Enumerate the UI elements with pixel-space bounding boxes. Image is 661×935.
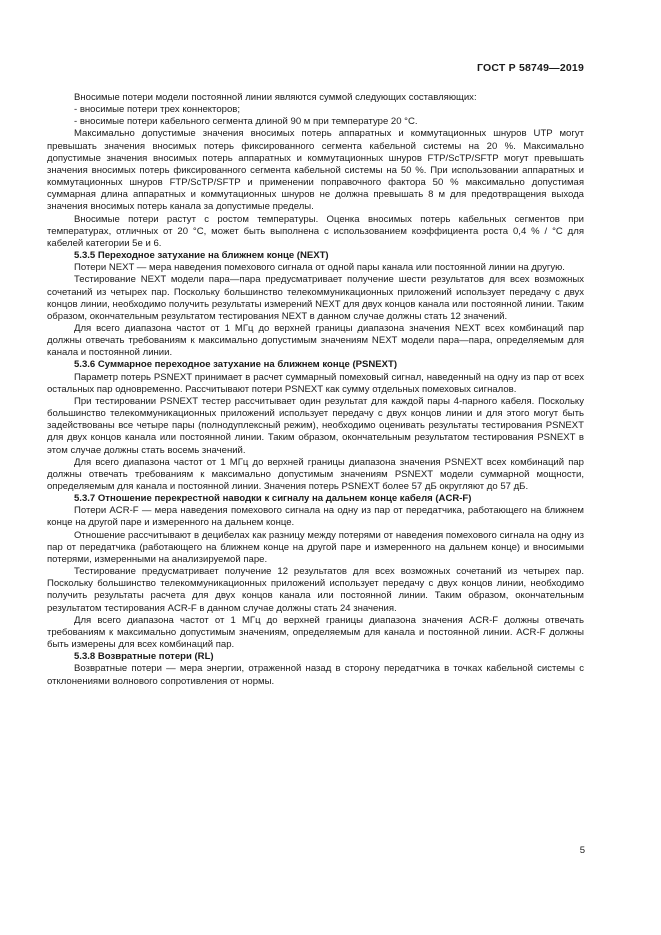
paragraph: Для всего диапазона частот от 1 МГц до верхней границы диапазона значения PSNEXT всех комбинаций пар должны отвечать требованиям к максимально допустимым значениям PSNEXT модели суммарной мощности, определяемым для канала и постоянной линии. Значения потерь PSNEXT более 57 дБ округляют до 57 дБ.: [47, 456, 584, 492]
section-heading-5-3-8: 5.3.8 Возвратные потери (RL): [74, 651, 214, 663]
paragraph: Параметр потерь PSNEXT принимает в расчет суммарный помеховый сигнал, наведенный на одну из пар от всех остальных пар одновременно. Рассчитывают потери PSNEXT как сумму отдельных помеховых сигналов.: [47, 371, 584, 395]
body-text: [47, 92, 584, 688]
paragraph: При тестировании PSNEXT тестер рассчитывает один результат для каждой пары 4-парного кабеля. Поскольку большинство телекоммуникационных приложений использует передачу с двух концов линии и для этого могут быть задействованы все четыре пары (полнодуплексный режим), необходимо оценивать результаты тестирования PSNEXT для двух концов канала или постоянной линии. Таким образом, окончательным результатом тестирования PSNEXT в этом случае должны стать восемь значений.: [47, 395, 584, 456]
paragraph: Потери ACR-F — мера наведения помехового сигнала на одну из пар от передатчика, работающего на ближнем конце на другой паре и измеренного на дальнем конце.: [47, 505, 584, 529]
paragraph: Для всего диапазона частот от 1 МГц до верхней границы диапазона значения NEXT всех комбинаций пар должны отвечать требованиям к максимально допустимым значениям NEXT модели пара—пара, определяемым для канала и постоянной линии.: [47, 322, 584, 359]
paragraph: Отношение рассчитывают в децибелах как разницу между потерями от наведения помехового сигнала на одну из пар от передатчика (работающего на ближнем конце на другой паре и измеренного на дальнем конце) и вносимыми потерями, измеренными на анализируемой паре.: [47, 529, 584, 565]
section-heading-5-3-5: 5.3.5 Переходное затухание на ближнем конце (NEXT): [74, 250, 329, 262]
paragraph: Потери NEXT — мера наведения помехового сигнала от одной пары канала или постоянной линии на другую.: [74, 262, 565, 274]
paragraph: Для всего диапазона частот от 1 МГц до верхней границы диапазона значения ACR-F должны отвечать требованиям к максимально допустимым значениям, определяемым для канала и постоянной линии. ACR-F должны быть измерены для всех комбинаций пар.: [47, 614, 584, 651]
section-heading-5-3-6: 5.3.6 Суммарное переходное затухание на ближнем конце (PSNEXT): [74, 359, 398, 371]
paragraph: Максимально допустимые значения вносимых потерь аппаратных и коммутационных шнуров UTP могут превышать значения вносимых потерь фиксированного сегмента кабельной системы на 20 %. Максимально допустимые значения вносимых потерь аппаратных и коммутационных шнуров FTP/ScTP/SFTP могут превышать значения вносимых потерь фиксированного сегмента кабельной системы на 50 %. При использовании аппаратных и коммутационных шнуров FTP/ScTP/SFTP и применении поправочного фактора 50 % максимально допустимая суммарная длина аппаратных и коммутационных шнуров не должна превышать 8 м для предотвращения выхода значения вносимых потерь канала за допустимые пределы.: [47, 128, 584, 213]
list-item: - вносимые потери трех коннекторов;: [74, 104, 240, 116]
page-number: 5: [579, 845, 585, 856]
paragraph: Вносимые потери модели постоянной линии являются суммой следующих составляющих:: [74, 92, 477, 103]
list-item: - вносимые потери кабельного сегмента длиной 90 м при температуре 20 °С.: [74, 116, 418, 128]
paragraph: Тестирование NEXT модели пара—пара предусматривает получение шести результатов для всех возможных сочетаний из четырех пар. Поскольку большинство телекоммуникационных приложений использует передачу с двух концов линии, необходимо получить результаты измерений NEXT для двух концов канала или постоянной линии. Таким образом, окончательным результатом тестирования NEXT в данном случае должны стать 12 значений.: [47, 274, 584, 322]
paragraph: Возвратные потери — мера энергии, отраженной назад в сторону передатчика в точках кабельной системы с отклонениями волнового сопротивления от нормы.: [47, 663, 584, 687]
paragraph: Тестирование предусматривает получение 12 результатов для всех возможных сочетаний из четырех пар. Поскольку большинство телекоммуникационных приложений использует передачу с двух концов линии, необходимо получить результаты расчета для двух концов канала или постоянной линии. Таким образом, окончательным результатом тестирования ACR-F в данном случае должны стать 24 значения.: [47, 566, 584, 614]
section-heading-5-3-7: 5.3.7 Отношение перекрестной наводки к сигналу на дальнем конце кабеля (ACR-F): [74, 493, 472, 505]
standard-number-header: ГОСТ Р 58749—2019: [476, 62, 584, 74]
paragraph: Вносимые потери растут с ростом температуры. Оценка вносимых потерь кабельных сегментов при температурах, отличных от 20 °С, может быть выполнена с использованием коэффициента роста 0,4 % / °С для кабелей категории 5е и 6.: [47, 213, 584, 249]
